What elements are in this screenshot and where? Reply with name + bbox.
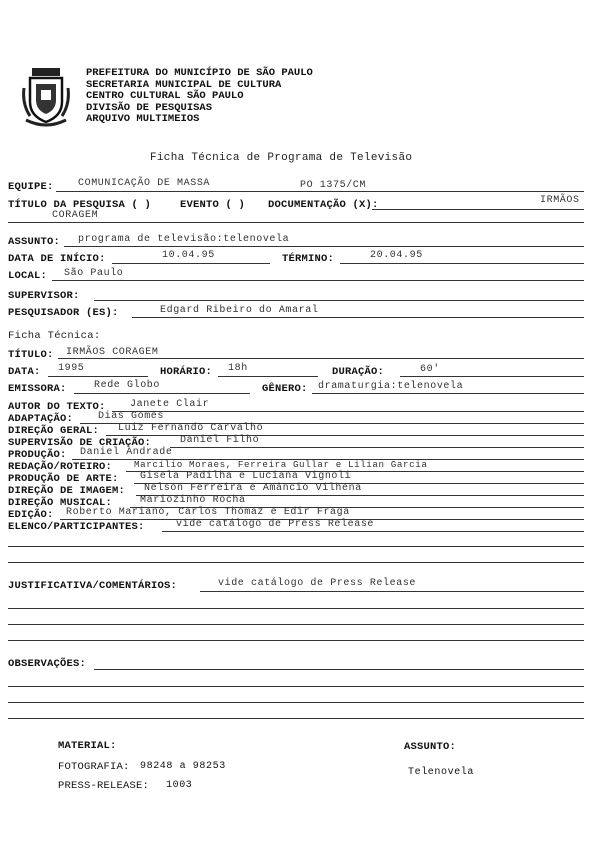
data-inicio-line — [112, 263, 270, 264]
autor-label: AUTOR DO TEXTO: — [8, 401, 106, 413]
elenco-label: ELENCO/PARTICIPANTES: — [8, 521, 145, 533]
data-line — [48, 376, 148, 377]
pesquisador-label: PESQUISADOR (ES): — [8, 307, 119, 319]
duracao-line — [400, 376, 584, 377]
local-value: São Paulo — [64, 268, 124, 279]
blank-line — [8, 546, 584, 547]
pesquisador-line — [132, 317, 584, 318]
ficha-tecnica-heading: Ficha Técnica: — [8, 330, 101, 342]
direcao-geral-line — [106, 435, 584, 436]
supervisor-line — [94, 300, 584, 301]
titulo-value: IRMÃOS CORAGEM — [66, 347, 159, 358]
emissora-line — [74, 393, 250, 394]
supervisor-label: SUPERVISOR: — [8, 290, 80, 302]
documentacao-label: DOCUMENTAÇÃO (X): — [268, 199, 379, 211]
pesquisador-value: Edgard Ribeiro do Amaral — [160, 305, 319, 316]
header-line: DIVISÃO DE PESQUISAS — [86, 101, 213, 114]
direcao-geral-label: DIREÇÃO GERAL: — [8, 425, 100, 437]
horario-line — [218, 376, 318, 377]
assunto-value: programa de televisão:telenovela — [78, 234, 290, 245]
data-label: DATA: — [8, 366, 41, 378]
titulo-pesquisa-label: TÍTULO DA PESQUISA ( ) — [8, 199, 152, 211]
institution-header — [86, 68, 313, 126]
blank-line — [8, 702, 584, 703]
press-release-label: PRESS-RELEASE: — [58, 780, 150, 792]
termino-label: TÉRMINO: — [282, 253, 335, 265]
emissora-label: EMISSORA: — [8, 383, 67, 395]
justificativa-value: vide catálogo de Press Release — [218, 578, 417, 589]
blank-line — [8, 624, 584, 625]
titulo-pesquisa-value-2: CORAGEM — [52, 210, 99, 221]
justificativa-label: JUSTIFICATIVA/COMENTÁRIOS: — [8, 580, 178, 592]
redacao-roteiro-value: Marcílio Moraes, Ferreira Gullar e Lilian Garcia — [134, 459, 428, 470]
redacao-roteiro-label: REDAÇÃO/ROTEIRO: — [8, 461, 113, 473]
equipe-value: COMUNICAÇÃO DE MASSA — [78, 178, 211, 189]
elenco-line — [162, 531, 584, 532]
equipe-label: EQUIPE: — [8, 181, 54, 193]
fotografia-value: 98248 a 98253 — [140, 761, 226, 772]
producao-label: PRODUÇÃO: — [8, 449, 67, 461]
blank-line — [8, 718, 584, 719]
edicao-value: Roberto Mariano, Carlos Thomaz e Edir Fraga — [66, 507, 350, 518]
blank-line — [8, 686, 584, 687]
form-title: Ficha Técnica de Programa de Televisão — [150, 152, 413, 164]
data-value: 1995 — [58, 363, 85, 374]
blank-line — [8, 608, 584, 609]
adaptacao-value: Dias Gomes — [98, 411, 165, 422]
titulo-label: TÍTULO: — [8, 349, 54, 361]
evento-label: EVENTO ( ) — [180, 199, 246, 211]
local-label: LOCAL: — [8, 270, 48, 282]
termino-line — [340, 263, 584, 264]
assunto-label: ASSUNTO: — [8, 236, 61, 248]
data-inicio-value: 10.04.95 — [162, 250, 215, 261]
elenco-value: vide catálogo de Press Release — [176, 519, 375, 530]
blank-line — [8, 562, 584, 563]
titulo-pesquisa-line — [372, 209, 584, 210]
assunto-line — [64, 246, 584, 247]
adaptacao-label: ADAPTAÇÃO: — [8, 413, 74, 425]
duracao-label: DURAÇÃO: — [332, 366, 385, 378]
termino-value: 20.04.95 — [370, 250, 423, 261]
press-release-value: 1003 — [166, 780, 193, 791]
direcao-musical-label: DIREÇÃO MUSICAL: — [8, 497, 113, 509]
data-inicio-label: DATA DE INÍCIO: — [8, 253, 106, 265]
titulo-pesquisa-line-2 — [8, 222, 584, 223]
header-line: PREFEITURA DO MUNICÍPIO DE SÃO PAULO — [86, 67, 313, 79]
direcao-musical-value: Mariozinho Rocha — [140, 495, 246, 506]
equipe-line — [56, 191, 584, 192]
autor-value: Janete Clair — [130, 399, 210, 410]
header-line: ARQUIVO MULTIMEIOS — [86, 113, 200, 125]
genero-label: GÊNERO: — [262, 383, 308, 395]
fotografia-label: FOTOGRAFIA: — [58, 761, 130, 773]
direcao-geral-value: Luiz Fernando Carvalho — [118, 423, 264, 434]
edicao-label: EDIÇÃO: — [8, 509, 54, 521]
city-coat-of-arms-icon — [22, 68, 70, 128]
horario-value: 18h — [228, 363, 248, 374]
observacoes-line — [94, 669, 584, 670]
material-label: MATERIAL: — [58, 740, 117, 752]
direcao-imagem-label: DIREÇÃO DE IMAGEM: — [8, 485, 126, 497]
genero-line — [312, 393, 584, 394]
supervisao-criacao-line — [170, 447, 584, 448]
emissora-value: Rede Globo — [94, 380, 161, 391]
equipe-code: PO 1375/CM — [300, 180, 367, 191]
local-line — [52, 280, 584, 281]
supervisao-criacao-label: SUPERVISÃO DE CRIAÇÃO: — [8, 437, 152, 449]
assunto-final-value: Telenovela — [408, 767, 475, 778]
producao-arte-label: PRODUÇÃO DE ARTE: — [8, 473, 119, 485]
blank-line — [8, 640, 584, 641]
assunto-final-label: ASSUNTO: — [404, 741, 457, 753]
titulo-line — [58, 358, 584, 359]
duracao-value: 60' — [420, 364, 440, 375]
header-line: CENTRO CULTURAL SÃO PAULO — [86, 90, 244, 102]
header-line: SECRETARIA MUNICIPAL DE CULTURA — [86, 78, 282, 91]
titulo-pesquisa-value-1: IRMÃOS — [540, 195, 580, 206]
producao-value: Daniel Andrade — [80, 447, 173, 458]
justificativa-line — [200, 591, 584, 592]
producao-arte-value: Gisela Padilha e Luciana Vignoli — [140, 471, 352, 482]
genero-value: dramaturgia:telenovela — [318, 381, 464, 392]
direcao-imagem-value: Nelson Ferreira e Amâncio Vilhena — [144, 483, 362, 494]
autor-line — [112, 411, 584, 412]
observacoes-label: OBSERVAÇÕES: — [8, 658, 87, 670]
supervisao-criacao-value: Daniel Filho — [180, 435, 260, 446]
horario-label: HORÁRIO: — [160, 366, 213, 378]
